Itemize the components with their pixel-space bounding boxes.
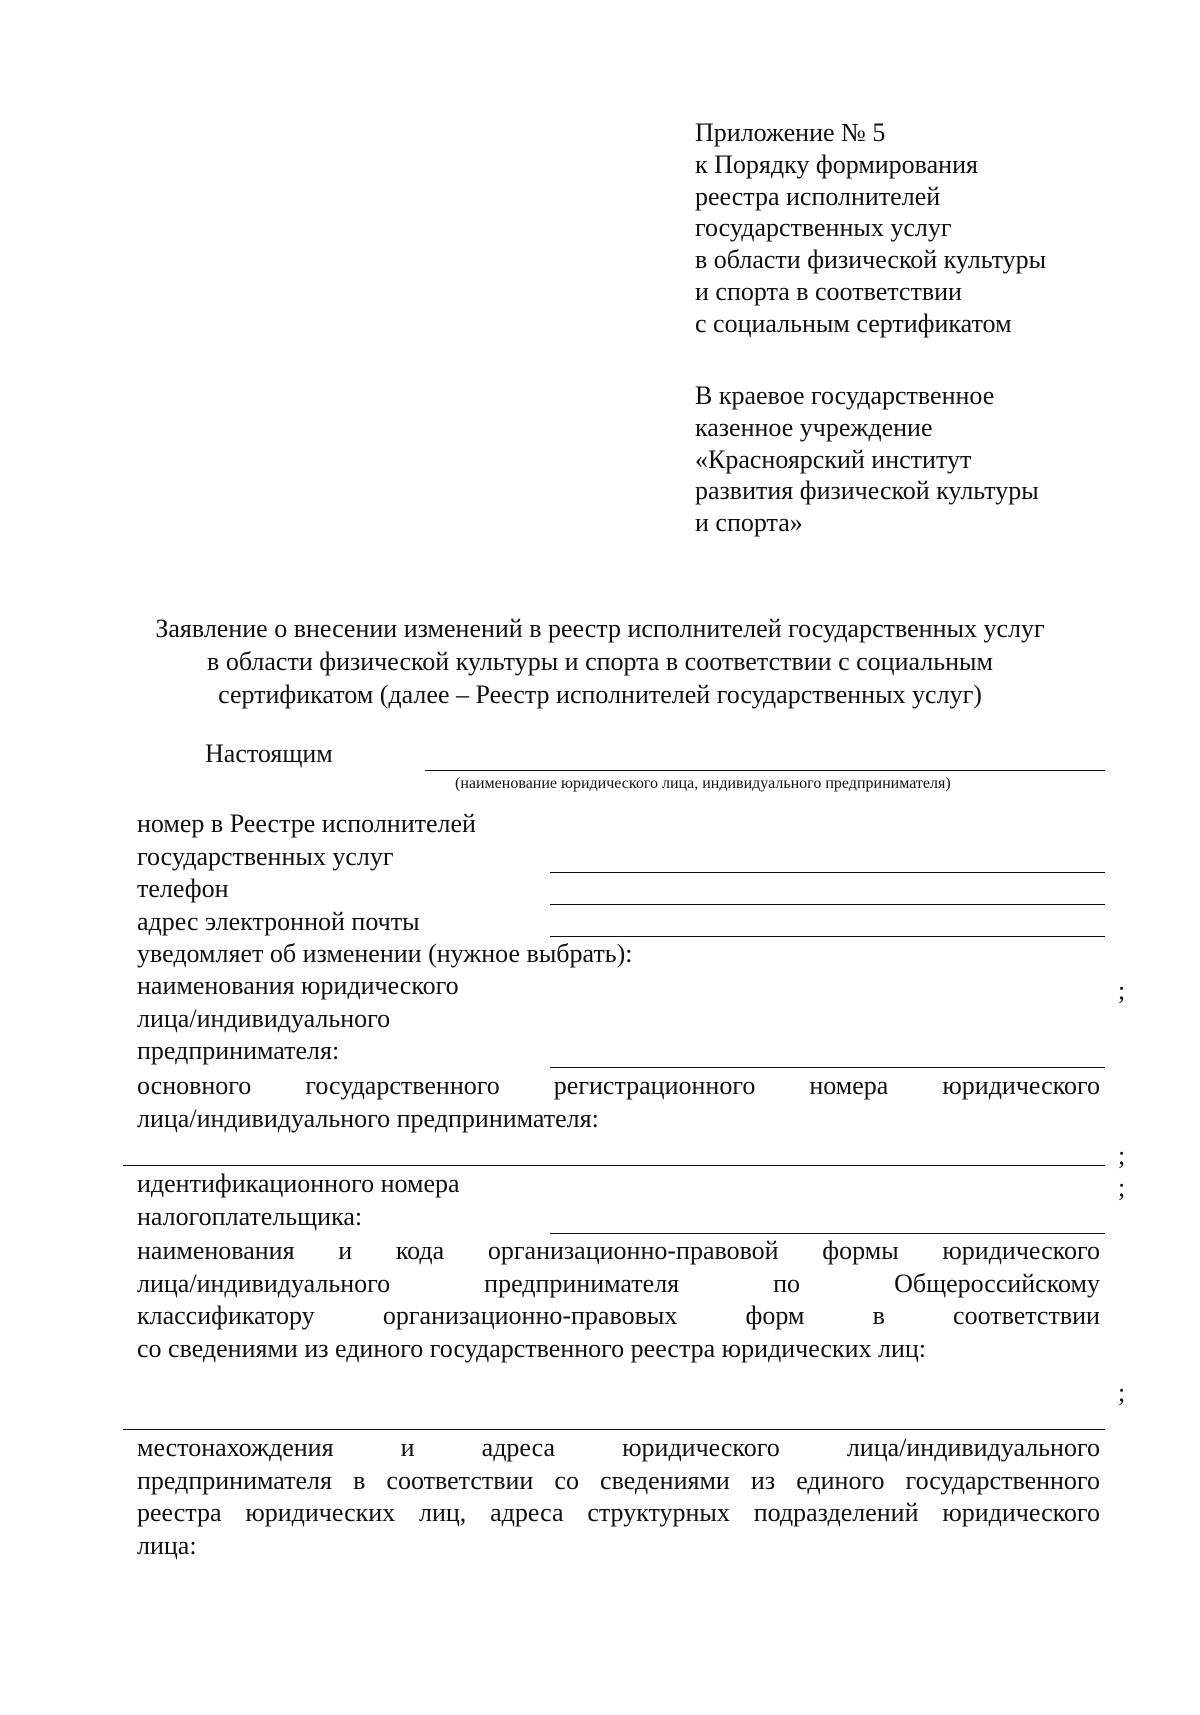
organization-name-hint: (наименование юридического лица, индивидуального предпринимателя) [455,775,951,792]
ogrn-label-line-1 [137,1070,1100,1102]
word: адреса [490,1498,564,1527]
word: предпринимателя [137,1466,332,1495]
word: юридического [942,1071,1100,1100]
semicolon: ; [1118,1141,1126,1170]
location-label-line-4: лица: [137,1531,197,1560]
okopf-label-line-2 [137,1268,1100,1300]
word: форм [745,1301,805,1330]
word: организационно-правовой [487,1236,779,1265]
name-change-label-cont: предпринимателя: [137,1036,340,1065]
word: в [872,1301,885,1330]
word: и [338,1236,353,1265]
okopf-label-line-1 [137,1235,1100,1267]
semicolon: ; [1118,1173,1126,1202]
appendix-line: в области физической культуры [695,245,1047,275]
addressee-line: «Красноярский институт [695,444,972,474]
registry-number-field[interactable] [550,872,1105,873]
word: реестра [137,1498,222,1527]
word: из [750,1466,776,1495]
name-change-field[interactable] [550,1067,1105,1068]
appendix-line: Приложение № 5 [695,118,886,147]
name-change-label-cont: лица/индивидуального [137,1004,391,1033]
location-label-line-2 [137,1465,1100,1497]
registry-number-label-cont: государственных услуг [137,842,394,871]
addressee-line: и спорта» [695,508,803,538]
word: лиц, [419,1498,467,1527]
email-field[interactable] [550,936,1105,937]
inn-field[interactable] [550,1233,1105,1234]
word: классификатору [137,1301,315,1330]
word: подразделений [753,1498,919,1527]
addressee-block [695,380,1039,539]
word: юридического [622,1433,780,1462]
email-label: адрес электронной почты [137,907,420,936]
word: регистрационного [553,1071,756,1100]
name-change-label: наименования юридического [137,971,459,1000]
location-label-line-3 [137,1497,1100,1529]
word: кода [395,1236,445,1265]
word: структурных [587,1498,730,1527]
word: лица/индивидуального [846,1433,1100,1462]
word: государственного [905,1466,1100,1495]
document-title-line-2: в области физической культуры и спорта в соответствии с социальным [207,647,993,676]
semicolon: ; [1118,1378,1126,1407]
notifies-text: уведомляет об изменении (нужное выбрать): [137,939,633,968]
document-title-line-1: Заявление о внесении изменений в реестр исполнителей государственных услуг [155,614,1045,643]
word: в [353,1466,366,1495]
intro-word: Настоящим [205,739,333,768]
okopf-label-line-3 [137,1300,1100,1332]
addressee-line: развития физической культуры [695,476,1039,506]
okopf-field[interactable] [123,1429,1105,1430]
inn-label-cont: налогоплательщика: [137,1202,363,1231]
word: юридического [942,1498,1100,1527]
word: номера [809,1071,889,1100]
word: основного [137,1071,252,1100]
word: единого [796,1466,885,1495]
word: организационно-правовых [382,1301,678,1330]
appendix-line: государственных услуг [695,213,952,243]
word: юридических [245,1498,396,1527]
phone-label: телефон [137,874,229,903]
document-title-line-3: сертификатом (далее – Реестр исполнителей государственных услуг) [218,680,982,709]
location-label-line-1 [137,1432,1100,1464]
appendix-line: к Порядку формирования [695,149,978,179]
word: и [400,1433,415,1462]
word: соответствии [386,1466,534,1495]
registry-number-label: номер в Реестре исполнителей [137,809,476,838]
organization-name-field[interactable] [425,770,1105,771]
word: со [554,1466,579,1495]
ogrn-field[interactable] [123,1165,1105,1166]
word: юридического [942,1236,1100,1265]
appendix-line: и спорта в соответствии [695,276,962,306]
word: лица/индивидуального [137,1269,391,1298]
okopf-label-line-4: со сведениями из единого государственного реестра юридических лиц: [137,1334,927,1363]
ogrn-label-line-2: лица/индивидуального предпринимателя: [137,1104,599,1133]
appendix-line: с социальным сертификатом [695,308,1012,338]
appendix-header [695,117,1046,340]
addressee-line: казенное учреждение [695,412,933,442]
addressee-line: В краевое государственное [695,381,995,410]
appendix-line: реестра исполнителей [695,181,941,211]
word: формы [822,1236,899,1265]
word: предпринимателя [484,1269,680,1298]
word: соответствии [953,1301,1100,1330]
word: наименования [137,1236,295,1265]
inn-label: идентификационного номера [137,1169,460,1198]
word: по [773,1269,801,1298]
word: адреса [481,1433,556,1462]
word: государственного [305,1071,500,1100]
word: сведениями [600,1466,730,1495]
word: Общероссийскому [894,1269,1100,1298]
semicolon: ; [1118,976,1126,1005]
word: местонахождения [137,1433,334,1462]
phone-field[interactable] [550,904,1105,905]
